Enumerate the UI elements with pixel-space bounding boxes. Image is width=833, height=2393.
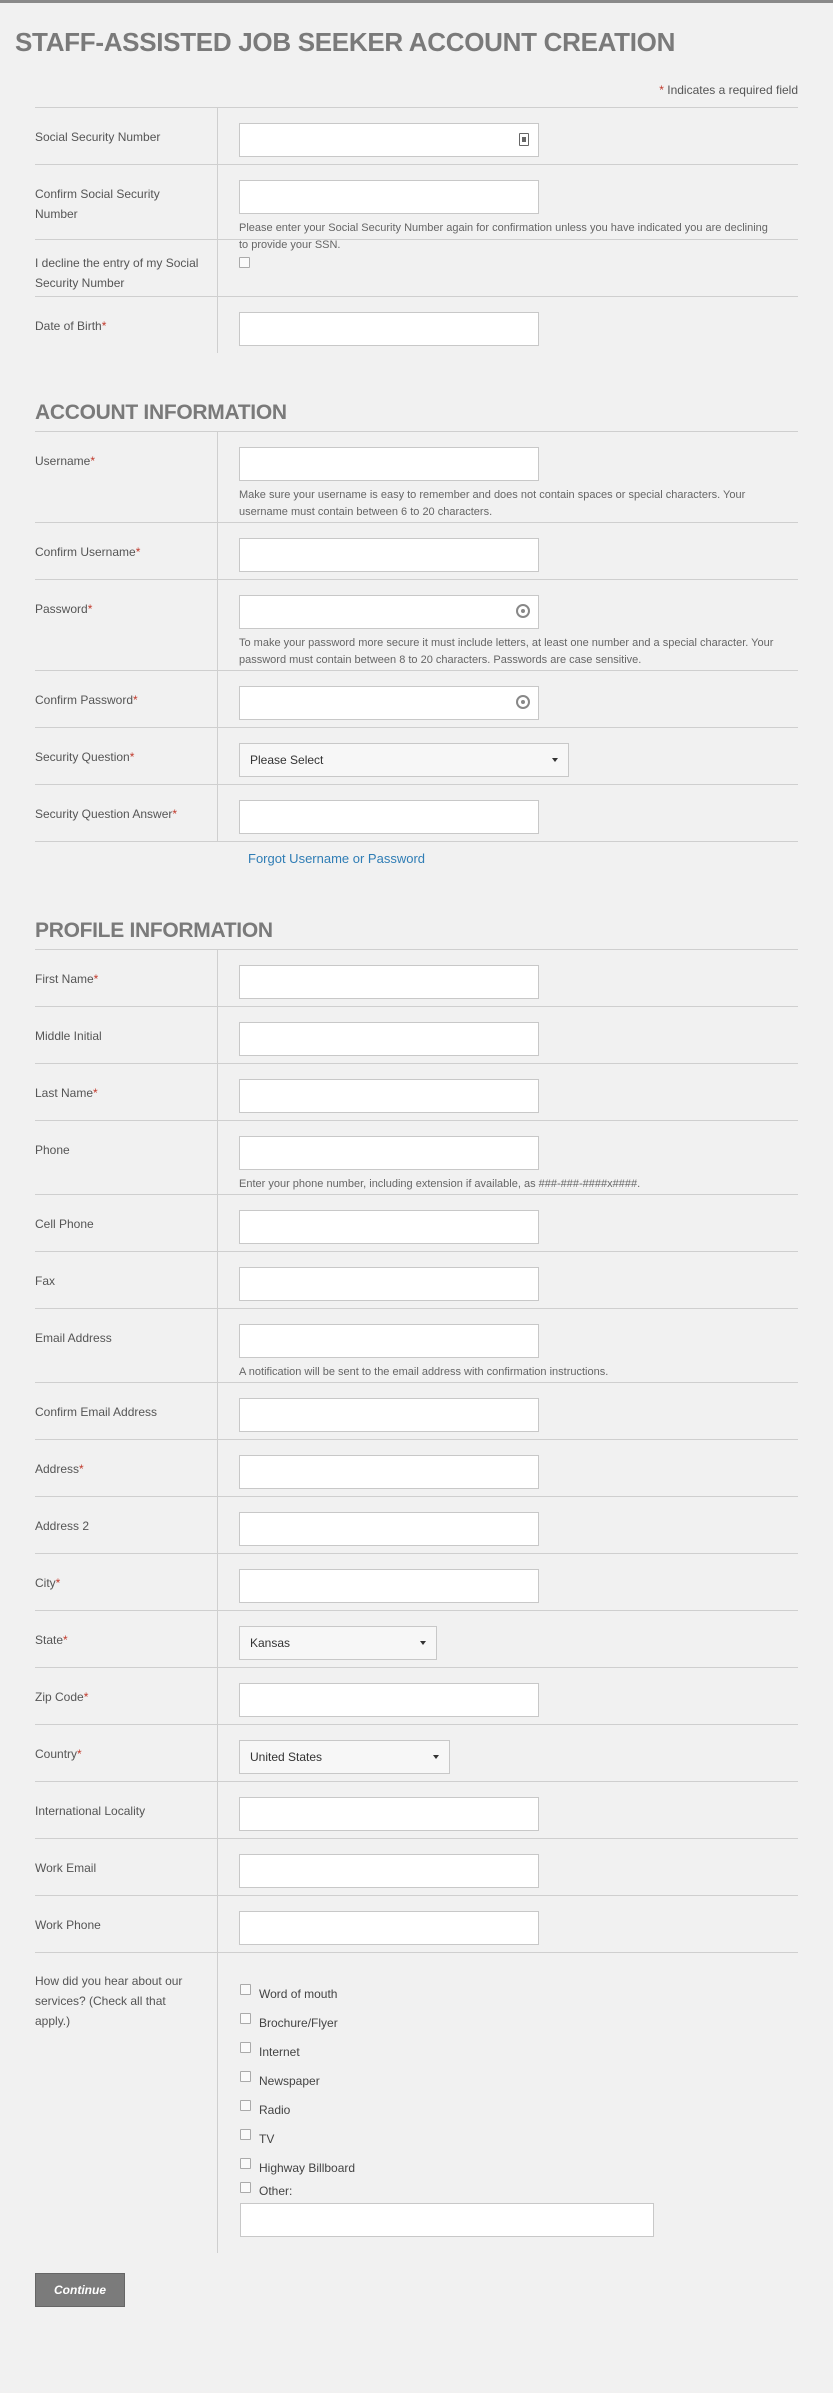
hear-about-row — [35, 1952, 798, 2253]
work-phone-label: Work Phone — [35, 1896, 218, 1952]
ssn-input[interactable] — [239, 123, 539, 157]
security-question-row — [35, 727, 798, 784]
address-input[interactable] — [239, 1455, 539, 1489]
confirm-ssn-input[interactable] — [239, 180, 539, 214]
option-other[interactable] — [240, 2182, 798, 2200]
hear-about-options — [218, 1953, 798, 2253]
email-row — [35, 1308, 798, 1382]
radio-checkbox[interactable] — [240, 2100, 251, 2111]
work-phone-input[interactable] — [239, 1911, 539, 1945]
dob-input[interactable] — [239, 312, 539, 346]
address2-input[interactable] — [239, 1512, 539, 1546]
fax-label: Fax — [35, 1252, 218, 1308]
security-question-label: Security Question — [35, 750, 130, 764]
middle-initial-input[interactable] — [239, 1022, 539, 1056]
decline-ssn-row — [35, 239, 798, 296]
country-row — [35, 1724, 798, 1781]
required-field-note — [0, 83, 833, 101]
first-name-row — [35, 949, 798, 1006]
email-label: Email Address — [35, 1309, 218, 1382]
country-required: * — [77, 1747, 82, 1761]
username-input[interactable] — [239, 447, 539, 481]
confirm-email-input[interactable] — [239, 1398, 539, 1432]
state-label: State — [35, 1633, 64, 1647]
zip-row — [35, 1667, 798, 1724]
state-select[interactable] — [239, 1626, 437, 1660]
address2-row — [35, 1496, 798, 1553]
security-question-select[interactable] — [239, 743, 569, 777]
state-row — [35, 1610, 798, 1667]
cell-phone-label: Cell Phone — [35, 1195, 218, 1251]
intl-locality-row — [35, 1781, 798, 1838]
work-phone-row — [35, 1895, 798, 1952]
option-internet[interactable] — [240, 2037, 798, 2066]
username-label: Username — [35, 454, 91, 468]
fax-row — [35, 1251, 798, 1308]
ssn-label: Social Security Number — [35, 108, 218, 164]
last-name-row — [35, 1063, 798, 1120]
confirm-password-label: Confirm Password — [35, 693, 134, 707]
country-value: United States — [250, 1750, 323, 1764]
zip-input[interactable] — [239, 1683, 539, 1717]
option-label: Newspaper — [259, 2073, 320, 2088]
dob-row — [35, 296, 798, 353]
confirm-username-label-wrap — [35, 523, 218, 579]
username-help: Make sure your username is easy to remember and does not contain spaces or special characters. Your username must contain between 6 to 20 characters. — [239, 489, 746, 518]
city-label-wrap — [35, 1554, 218, 1610]
country-label-wrap — [35, 1725, 218, 1781]
city-row — [35, 1553, 798, 1610]
decline-ssn-checkbox[interactable] — [239, 257, 250, 268]
billboard-checkbox[interactable] — [240, 2158, 251, 2169]
forgot-row — [35, 841, 798, 871]
brochure-checkbox[interactable] — [240, 2013, 251, 2024]
other-text-input[interactable] — [240, 2203, 654, 2237]
email-help: A notification will be sent to the email address with confirmation instructions. — [239, 1366, 609, 1378]
state-required: * — [63, 1633, 68, 1647]
confirm-username-required: * — [135, 545, 141, 559]
username-row — [35, 431, 798, 522]
confirm-password-row — [35, 670, 798, 727]
password-required: * — [87, 602, 93, 616]
chevron-down-icon — [552, 758, 558, 762]
dob-label-wrap — [35, 297, 218, 353]
page-title: STAFF-ASSISTED JOB SEEKER ACCOUNT CREATION — [15, 27, 676, 57]
dob-label: Date of Birth — [35, 319, 102, 333]
security-question-required: * — [129, 750, 135, 764]
security-answer-required: * — [172, 807, 178, 821]
last-name-label: Last Name — [35, 1086, 94, 1100]
option-label: Radio — [259, 2102, 291, 2117]
password-label-wrap — [35, 580, 218, 670]
newspaper-checkbox[interactable] — [240, 2071, 251, 2082]
confirm-password-input[interactable] — [239, 686, 539, 720]
username-required: * — [90, 454, 96, 468]
security-answer-input[interactable] — [239, 800, 539, 834]
zip-label: Zip Code — [35, 1690, 84, 1704]
confirm-username-row — [35, 522, 798, 579]
middle-initial-label: Middle Initial — [35, 1007, 218, 1063]
address-required: * — [79, 1462, 84, 1476]
middle-initial-row — [35, 1006, 798, 1063]
work-email-label: Work Email — [35, 1839, 218, 1895]
tv-checkbox[interactable] — [240, 2129, 251, 2140]
card-icon — [519, 133, 529, 146]
city-input[interactable] — [239, 1569, 539, 1603]
country-select[interactable] — [239, 1740, 450, 1774]
confirm-username-label: Confirm Username — [35, 545, 136, 559]
option-billboard[interactable] — [240, 2153, 798, 2182]
option-word-of-mouth[interactable] — [240, 1979, 798, 2008]
password-input[interactable] — [239, 595, 539, 629]
chevron-down-icon — [420, 1641, 426, 1645]
decline-ssn-label: I decline the entry of my Social Security Number — [35, 240, 218, 296]
other-checkbox[interactable] — [240, 2182, 251, 2193]
last-name-input[interactable] — [239, 1079, 539, 1113]
address-label: Address — [35, 1462, 80, 1476]
ssn-section — [35, 107, 798, 353]
account-section — [35, 401, 798, 871]
intl-locality-input[interactable] — [239, 1797, 539, 1831]
zip-label-wrap — [35, 1668, 218, 1724]
email-input[interactable] — [239, 1324, 539, 1358]
phone-help: Enter your phone number, including extension if available, as ###-###-####x####. — [239, 1178, 641, 1190]
cell-phone-row — [35, 1194, 798, 1251]
phone-label: Phone — [35, 1121, 218, 1194]
confirm-email-row — [35, 1382, 798, 1439]
continue-button[interactable]: Continue — [35, 2273, 125, 2307]
hear-about-label: How did you hear about our services? (Check all that apply.) — [35, 1953, 218, 2253]
option-radio[interactable] — [240, 2095, 798, 2124]
last-name-label-wrap — [35, 1064, 218, 1120]
work-email-input[interactable] — [239, 1854, 539, 1888]
confirm-password-label-wrap — [35, 671, 218, 727]
zip-required: * — [83, 1690, 89, 1704]
first-name-label-wrap — [35, 950, 218, 1006]
option-label: Other: — [259, 2184, 293, 2198]
required-note-text: Indicates a required field — [667, 83, 798, 97]
first-name-label: First Name — [35, 972, 94, 986]
cell-phone-input[interactable] — [239, 1210, 539, 1244]
password-label: Password — [35, 602, 88, 616]
country-label: Country — [35, 1747, 78, 1761]
phone-row — [35, 1120, 798, 1194]
security-question-value: Please Select — [250, 753, 324, 767]
confirm-email-label: Confirm Email Address — [35, 1383, 218, 1439]
confirm-ssn-label: Confirm Social Security Number — [35, 165, 218, 239]
option-brochure[interactable] — [240, 2008, 798, 2037]
city-label: City — [35, 1576, 56, 1590]
confirm-username-input[interactable] — [239, 538, 539, 572]
username-label-wrap — [35, 432, 218, 522]
work-email-row — [35, 1838, 798, 1895]
security-answer-row — [35, 784, 798, 841]
option-label: TV — [259, 2131, 275, 2146]
state-value: Kansas — [250, 1636, 291, 1650]
internet-checkbox[interactable] — [240, 2042, 251, 2053]
chevron-down-icon — [433, 1755, 439, 1759]
city-required: * — [55, 1576, 61, 1590]
option-label: Internet — [259, 2044, 300, 2059]
fax-input[interactable] — [239, 1267, 539, 1301]
option-label: Highway Billboard — [259, 2160, 356, 2175]
password-row — [35, 579, 798, 670]
word-of-mouth-checkbox[interactable] — [240, 1984, 251, 1995]
forgot-credentials-link[interactable]: Forgot Username or Password — [248, 851, 426, 866]
password-help: To make your password more secure it must include letters, at least one number and a special character. Your password must contain between 8 to 20 characters. Passwords are case sensitive. — [239, 637, 774, 666]
option-newspaper[interactable] — [240, 2066, 798, 2095]
last-name-required: * — [93, 1086, 98, 1100]
address2-label: Address 2 — [35, 1497, 218, 1553]
phone-input[interactable] — [239, 1136, 539, 1170]
security-answer-label: Security Question Answer — [35, 807, 173, 821]
confirm-ssn-help: Please enter your Social Security Number again for confirmation unless you have indicated you are declining to provide your SSN. — [239, 222, 768, 251]
security-answer-label-wrap — [35, 785, 218, 841]
ssn-row — [35, 107, 798, 164]
confirm-password-required: * — [133, 693, 138, 707]
state-label-wrap — [35, 1611, 218, 1667]
dob-required: * — [101, 319, 107, 333]
key-icon — [516, 695, 530, 709]
option-label: Brochure/Flyer — [259, 2015, 338, 2030]
security-question-label-wrap — [35, 728, 218, 784]
first-name-input[interactable] — [239, 965, 539, 999]
profile-section — [35, 919, 798, 2253]
option-tv[interactable] — [240, 2124, 798, 2153]
intl-locality-label: International Locality — [35, 1782, 218, 1838]
required-marker: * — [659, 83, 664, 97]
account-section-title: ACCOUNT INFORMATION — [35, 401, 287, 424]
address-row — [35, 1439, 798, 1496]
first-name-required: * — [93, 972, 99, 986]
confirm-ssn-row — [35, 164, 798, 251]
address-label-wrap — [35, 1440, 218, 1496]
profile-section-title: PROFILE INFORMATION — [35, 919, 273, 942]
key-icon — [516, 604, 530, 618]
option-label: Word of mouth — [259, 1986, 338, 2001]
